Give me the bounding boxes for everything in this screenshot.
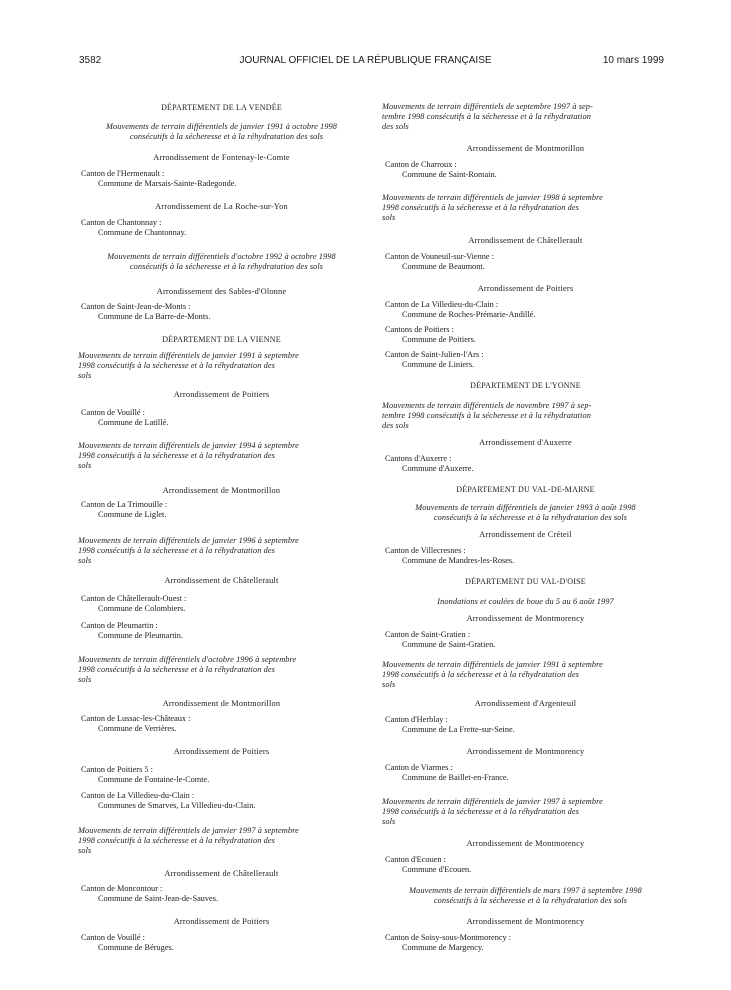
event-heading-line: 1998 consécutifs à la sécheresse et à la réhydratation des [382, 807, 579, 816]
event-heading-line: Mouvements de terrain différentiels de janvier 1991 à septembre [78, 351, 299, 360]
arrondissement-heading: Arrondissement de La Roche-sur-Yon [155, 202, 288, 211]
event-heading [382, 886, 669, 906]
arrondissement-heading: Arrondissement des Sables-d'Olonne [156, 287, 287, 296]
arrondissement-heading: Arrondissement de Montmorency [466, 614, 585, 623]
event-heading-line: Mouvements de terrain différentiels de janvier 1997 à septembre [382, 797, 603, 806]
arrondissement-heading: Arrondissement de Châtellerault [164, 576, 279, 585]
arrondissement-heading: Arrondissement d'Auxerre [479, 438, 572, 447]
arrondissement-heading: Arrondissement de Créteil [479, 530, 572, 539]
event-heading-line: Inondations et coulées de boue du 5 au 6 août 1997 [437, 597, 614, 606]
arrondissement-heading: Arrondissement de Montmorillon [162, 699, 281, 708]
commune-name: Commune de Roches-Prémarie-Andillé. [402, 310, 536, 319]
arrondissement-heading: Arrondissement de Poitiers [173, 390, 270, 399]
canton-name: Canton de Chantonnay : [81, 218, 162, 227]
event-heading-line: sols [382, 817, 396, 826]
commune-name: Commune de Marsais-Sainte-Radegonde. [98, 179, 237, 188]
arrondissement-heading: Arrondissement de Châtellerault [164, 869, 279, 878]
event-heading [78, 826, 365, 856]
commune-name: Commune de Baillet-en-France. [402, 773, 509, 782]
event-heading-line: 1998 consécutifs à la sécheresse et à la réhydratation des [382, 670, 579, 679]
event-heading-line: 1998 consécutifs à la sécheresse et à la réhydratation des [78, 546, 275, 555]
canton-entry [78, 933, 365, 953]
canton-name: Canton de Villecresnes : [385, 546, 466, 555]
department-heading: DÉPARTEMENT DU VAL-D'OISE [465, 577, 586, 586]
canton-entry [382, 252, 669, 272]
canton-entry [78, 594, 365, 614]
event-heading-line: sols [382, 680, 396, 689]
event-heading-line: des sols [382, 421, 409, 430]
event-heading-line: consécutifs à la sécheresse et à la réhydratation des sols [129, 132, 324, 141]
event-heading-line: sols [78, 461, 92, 470]
canton-entry [78, 218, 365, 238]
department-heading: DÉPARTEMENT DE L'YONNE [470, 381, 581, 390]
commune-name: Commune de Beaumont. [402, 262, 485, 271]
commune-name: Commune de Pleumartin. [98, 631, 184, 640]
department-heading: DÉPARTEMENT DE LA VENDÉE [161, 103, 282, 112]
canton-name: Canton de La Villedieu-du-Clain : [81, 791, 195, 800]
canton-name: Cantons d'Auxerre : [385, 454, 452, 463]
canton-entry [382, 350, 669, 370]
commune-name: Commune de Saint-Jean-de-Sauves. [98, 894, 219, 903]
canton-name: Canton de La Trimouille : [81, 500, 168, 509]
event-heading [78, 441, 365, 471]
canton-name: Canton de Poitiers 5 : [81, 765, 153, 774]
canton-entry [382, 160, 669, 180]
commune-name: Commune de Béruges. [98, 943, 174, 952]
event-heading-line: tembre 1998 consécutifs à la sécheresse et à la réhydratation [382, 411, 591, 420]
canton-entry [78, 302, 365, 322]
event-heading [382, 660, 669, 690]
event-heading-line: sols [78, 846, 92, 855]
canton-entry [382, 855, 669, 875]
commune-name: Commune de Saint-Romain. [402, 170, 497, 179]
canton-entry [382, 546, 669, 566]
event-heading-line: 1998 consécutifs à la sécheresse et à la réhydratation des [382, 203, 579, 212]
event-heading-line: Mouvements de terrain différentiels de septembre 1997 à sep- [382, 102, 593, 111]
arrondissement-heading: Arrondissement de Fontenay-le-Comte [153, 153, 290, 162]
arrondissement-heading: Arrondissement de Montmorillon [162, 486, 281, 495]
left-column [78, 0, 365, 990]
arrondissement-heading: Arrondissement de Poitiers [477, 284, 574, 293]
arrondissement-heading: Arrondissement d'Argenteuil [474, 699, 577, 708]
event-heading [78, 351, 365, 381]
commune-name: Commune de Margency. [402, 943, 484, 952]
event-heading [382, 597, 669, 607]
event-heading [382, 503, 669, 523]
event-heading-line: Mouvements de terrain différentiels de novembre 1997 à sep- [382, 401, 592, 410]
right-column [382, 0, 669, 990]
event-heading [78, 536, 365, 566]
event-heading-line: Mouvements de terrain différentiels de mars 1997 à septembre 1998 [409, 886, 642, 895]
canton-entry [382, 630, 669, 650]
commune-name: Commune d'Ecouen. [402, 865, 472, 874]
canton-entry [78, 408, 365, 428]
arrondissement-heading: Arrondissement de Montmorency [466, 747, 585, 756]
commune-name: Commune de La Barre-de-Monts. [98, 312, 211, 321]
arrondissement-heading: Arrondissement de Montmorency [466, 839, 585, 848]
canton-entry [382, 763, 669, 783]
event-heading-line: sols [78, 371, 92, 380]
journal-title: JOURNAL OFFICIEL DE LA RÉPUBLIQUE FRANÇAISE [239, 55, 492, 66]
event-heading-line: Mouvements de terrain différentiels de janvier 1997 à septembre [78, 826, 299, 835]
canton-name: Canton de Lussac-les-Châteaux : [81, 714, 191, 723]
canton-name: Canton de Saint-Jean-de-Monts : [81, 302, 191, 311]
event-heading-line: Mouvements de terrain différentiels de janvier 1994 à septembre [78, 441, 299, 450]
canton-name: Canton de Viarmes : [385, 763, 453, 772]
event-heading-line: Mouvements de terrain différentiels de janvier 1998 à septembre [382, 193, 603, 202]
arrondissement-heading: Arrondissement de Poitiers [173, 917, 270, 926]
event-heading [382, 797, 669, 827]
canton-name: Canton de Saint-Julien-l'Ars : [385, 350, 484, 359]
event-heading [78, 122, 365, 142]
canton-entry [78, 765, 365, 785]
canton-name: Canton de Vouillé : [81, 933, 145, 942]
event-heading [382, 401, 669, 431]
event-heading-line: 1998 consécutifs à la sécheresse et à la réhydratation des [78, 451, 275, 460]
canton-name: Canton de Pleumartin : [81, 621, 158, 630]
event-heading-line: sols [382, 213, 396, 222]
commune-name: Commune de Fontaine-le-Comte. [98, 775, 210, 784]
event-heading-line: Mouvements de terrain différentiels de janvier 1991 à octobre 1998 [105, 122, 338, 131]
canton-entry [78, 169, 365, 189]
commune-name: Commune de Colombiers. [98, 604, 186, 613]
commune-name: Commune de Mandres-les-Roses. [402, 556, 515, 565]
canton-entry [382, 325, 669, 345]
arrondissement-heading: Arrondissement de Châtellerault [468, 236, 583, 245]
canton-name: Canton de Vouneuil-sur-Vienne : [385, 252, 494, 261]
commune-name: Commune de Verrières. [98, 724, 177, 733]
canton-entry [78, 621, 365, 641]
commune-name: Commune de Liniers. [402, 360, 475, 369]
canton-entry [382, 454, 669, 474]
arrondissement-heading: Arrondissement de Poitiers [173, 747, 270, 756]
canton-name: Canton de l'Hermenault : [81, 169, 165, 178]
event-heading [382, 102, 669, 132]
canton-entry [382, 300, 669, 320]
canton-name: Cantons de Poitiers : [385, 325, 454, 334]
event-heading-line: 1998 consécutifs à la sécheresse et à la réhydratation des [78, 836, 275, 845]
event-heading-line: Mouvements de terrain différentiels de janvier 1993 à août 1998 [415, 503, 636, 512]
canton-entry [78, 884, 365, 904]
canton-name: Canton de Soisy-sous-Montmorency : [385, 933, 512, 942]
commune-name: Communes de Smarves, La Villedieu-du-Clain. [98, 801, 256, 810]
commune-name: Commune de Chantonnay. [98, 228, 187, 237]
canton-name: Canton de Moncontour : [81, 884, 163, 893]
commune-name: Commune d'Auxerre. [402, 464, 474, 473]
publication-date: 10 mars 1999 [602, 55, 664, 66]
commune-name: Commune de La Frette-sur-Seine. [402, 725, 515, 734]
event-heading-line: Mouvements de terrain différentiels d'octobre 1996 à septembre [78, 655, 297, 664]
event-heading [382, 193, 669, 223]
canton-entry [78, 714, 365, 734]
event-heading [78, 252, 365, 272]
event-heading-line: consécutifs à la sécheresse et à la réhydratation des sols [433, 896, 628, 905]
commune-name: Commune de Poitiers. [402, 335, 476, 344]
canton-entry [382, 933, 669, 953]
canton-entry [382, 715, 669, 735]
canton-name: Canton d'Herblay : [385, 715, 448, 724]
canton-name: Canton de Châtellerault-Ouest : [81, 594, 187, 603]
arrondissement-heading: Arrondissement de Montmorency [466, 917, 585, 926]
event-heading-line: 1998 consécutifs à la sécheresse et à la réhydratation des [78, 665, 275, 674]
canton-name: Canton de Charroux : [385, 160, 457, 169]
department-heading: DÉPARTEMENT DU VAL-DE-MARNE [456, 485, 595, 494]
canton-name: Canton de La Villedieu-du-Clain : [385, 300, 499, 309]
event-heading-line: Mouvements de terrain différentiels de janvier 1996 à septembre [78, 536, 299, 545]
canton-name: Canton d'Ecouen : [385, 855, 446, 864]
commune-name: Commune de Liglet. [98, 510, 167, 519]
canton-entry [78, 791, 365, 811]
canton-name: Canton de Saint-Gratien : [385, 630, 471, 639]
event-heading-line: sols [78, 556, 92, 565]
event-heading-line: des sols [382, 122, 409, 131]
event-heading-line: Mouvements de terrain différentiels d'octobre 1992 à octobre 1998 [107, 252, 336, 261]
event-heading-line: consécutifs à la sécheresse et à la réhydratation des sols [129, 262, 324, 271]
commune-name: Commune de Latillé. [98, 418, 169, 427]
canton-entry [78, 500, 365, 520]
event-heading-line: consécutifs à la sécheresse et à la réhydratation des sols [433, 513, 628, 522]
event-heading [78, 655, 365, 685]
event-heading-line: sols [78, 675, 92, 684]
event-heading-line: tembre 1998 consécutifs à la sécheresse et à la réhydratation [382, 112, 591, 121]
arrondissement-heading: Arrondissement de Montmorillon [466, 144, 585, 153]
page-number: 3582 [79, 55, 102, 66]
canton-name: Canton de Vouillé : [81, 408, 145, 417]
event-heading-line: 1998 consécutifs à la sécheresse et à la réhydratation des [78, 361, 275, 370]
commune-name: Commune de Saint-Gratien. [402, 640, 496, 649]
event-heading-line: Mouvements de terrain différentiels de janvier 1991 à septembre [382, 660, 603, 669]
department-heading: DÉPARTEMENT DE LA VIENNE [162, 335, 281, 344]
